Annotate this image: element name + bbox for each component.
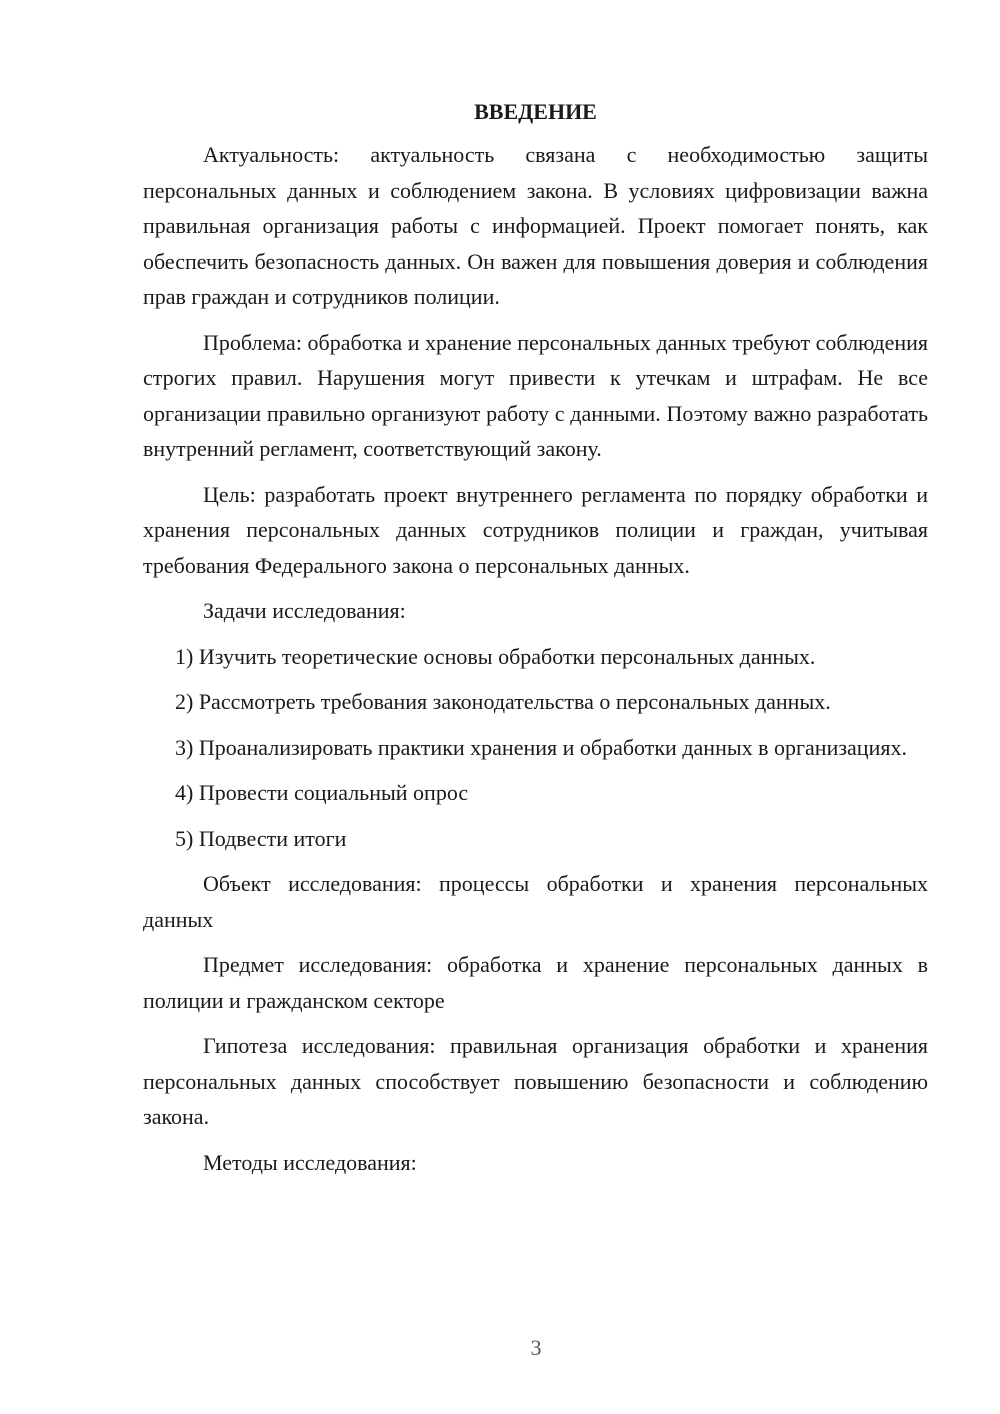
tasks-title: Задачи исследования:: [203, 598, 406, 623]
list-item: 1) Изучить теоретические основы обработки персональных данных.: [175, 643, 816, 669]
tasks-list: [143, 639, 928, 857]
subject-paragraph: Предмет исследования: обработка и хранение персональных данных в полиции и гражданском секторе: [143, 952, 928, 1013]
list-item: 2) Рассмотреть требования законодательства о персональных данных.: [175, 689, 831, 714]
goal-paragraph: Цель: разработать проект внутреннего регламента по порядку обработки и хранения персональных данных сотрудников полиции и граждан, учитывая требования Федерального закона о персональных данных.: [143, 481, 928, 578]
object-paragraph: Объект исследования: процессы обработки и хранения персональных данных: [143, 871, 928, 932]
problem-paragraph: Проблема: обработка и хранение персональных данных требуют соблюдения строгих правил. Нарушения могут привести к утечкам и штрафам. Не все организации правильно организуют работу с данными. Поэтому важно разработать внутренний регламент, соответствующий закону.: [143, 329, 928, 461]
relevance-paragraph: Актуальность: актуальность связана с необходимостью защиты персональных данных и соблюдением закона. В условиях цифровизации важна правильная организация работы с информацией. Проект помогает понять, как обеспечить безопасность данных. Он важен для повышения доверия и соблюдения прав граждан и сотрудников полиции.: [143, 142, 928, 309]
list-item: 3) Проанализировать практики хранения и обработки данных в организациях.: [175, 734, 907, 760]
page-content: [143, 94, 928, 1190]
hypothesis-paragraph: Гипотеза исследования: правильная организация обработки и хранения персональных данных способствует повышению безопасности и соблюдению закона.: [143, 1033, 928, 1129]
page-number: 3: [530, 1335, 542, 1360]
list-item: 4) Провести социальный опрос: [175, 780, 469, 805]
section-heading: ВВЕДЕНИЕ: [474, 99, 597, 124]
methods-title: Методы исследования:: [203, 1149, 417, 1175]
list-item: 5) Подвести итоги: [175, 825, 347, 851]
